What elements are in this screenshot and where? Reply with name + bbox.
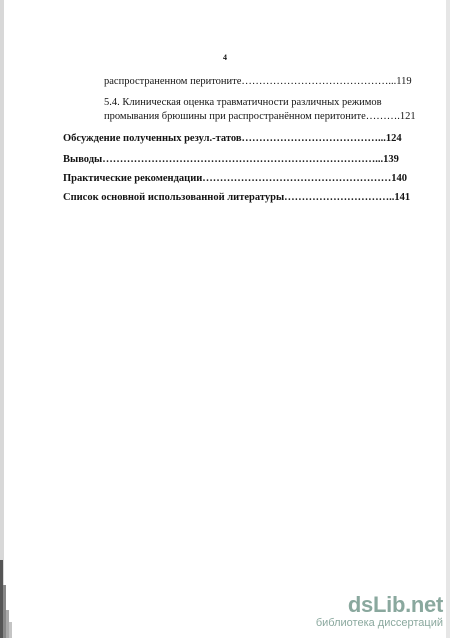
toc-entry-section-5-4: 5.4. Клиническая оценка травматичности различных режимов [104,97,382,108]
watermark [283,594,443,630]
page-number: 4 [223,53,227,62]
toc-entry-section-5-4-continuation: промывания брюшины при распространённом перитоните……….121 [104,111,416,122]
toc-entry-recommendations: Практические рекомендации………………………………………………140 [63,173,408,184]
toc-entry-bibliography: Список основной использованной литературы…………………………..141 [63,192,411,203]
toc-entry-conclusions: Выводы……………………………………………………………………...139 [63,154,399,165]
toc-entry-discussion: Обсуждение полученных резул.-татов…………………………………...124 [63,133,402,144]
watermark-logo-text: dsLib.net [347,592,443,617]
toc-entry-continuation: распространенном перитоните……………………………………...119 [104,76,412,87]
watermark-subtitle: библиотека диссертаций [315,617,443,629]
